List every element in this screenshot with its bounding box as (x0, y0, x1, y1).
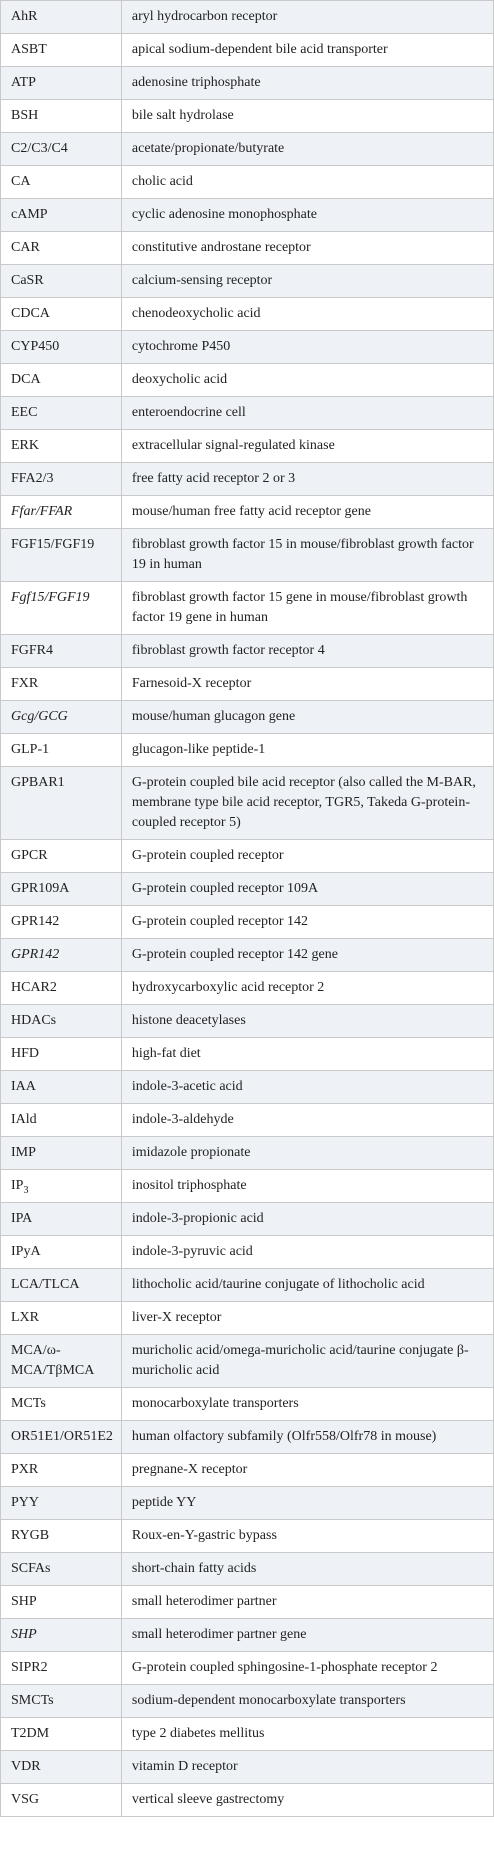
abbreviation-text: HCAR2 (11, 980, 57, 995)
definition-cell: vitamin D receptor (121, 1751, 493, 1784)
abbreviation-cell (1, 1454, 122, 1487)
definition-cell: vertical sleeve gastrectomy (121, 1784, 493, 1817)
abbreviation-cell (1, 298, 122, 331)
definition-cell: acetate/propionate/butyrate (121, 133, 493, 166)
table-row (1, 298, 494, 331)
abbreviation-cell (1, 906, 122, 939)
abbreviation-text: GPR142 (11, 947, 60, 962)
abbreviation-text: VSG (11, 1792, 40, 1807)
abbreviation-cell (1, 840, 122, 873)
abbreviation-text: ASBT (11, 42, 47, 57)
table-row (1, 1388, 494, 1421)
abbreviation-text: FGFR4 (11, 643, 54, 658)
table-row (1, 840, 494, 873)
definition-cell: Roux-en-Y-gastric bypass (121, 1520, 493, 1553)
table-row (1, 1652, 494, 1685)
definition-cell: monocarboxylate transporters (121, 1388, 493, 1421)
definition-cell: cytochrome P450 (121, 331, 493, 364)
definition-cell: indole-3-pyruvic acid (121, 1236, 493, 1269)
definition-cell: G-protein coupled receptor 142 (121, 906, 493, 939)
definition-cell: small heterodimer partner gene (121, 1619, 493, 1652)
abbreviation-text: CaSR (11, 273, 44, 288)
table-row (1, 1104, 494, 1137)
abbreviation-cell (1, 1137, 122, 1170)
table-row (1, 34, 494, 67)
abbreviation-cell (1, 701, 122, 734)
table-row (1, 972, 494, 1005)
abbreviations-body (1, 1, 494, 1817)
table-row (1, 701, 494, 734)
abbreviation-text: ATP (11, 75, 36, 90)
abbreviation-text: HDACs (11, 1013, 57, 1028)
abbreviation-text: GLP-1 (11, 742, 50, 757)
abbreviation-text: BSH (11, 108, 39, 123)
table-row (1, 1751, 494, 1784)
definition-cell: free fatty acid receptor 2 or 3 (121, 463, 493, 496)
abbreviation-cell (1, 1335, 122, 1388)
definition-cell: fibroblast growth factor 15 gene in mouse/fibroblast growth factor 19 gene in human (121, 582, 493, 635)
abbreviation-cell (1, 100, 122, 133)
abbreviation-text: MCA/ω-MCA/TβMCA (11, 1343, 95, 1378)
abbreviation-text: SCFAs (11, 1561, 51, 1576)
definition-cell: constitutive androstane receptor (121, 232, 493, 265)
table-row (1, 1454, 494, 1487)
table-row (1, 1421, 494, 1454)
abbreviation-text: OR51E1/OR51E2 (11, 1429, 113, 1444)
abbreviation-cell (1, 1421, 122, 1454)
definition-cell: glucagon-like peptide-1 (121, 734, 493, 767)
definition-cell: chenodeoxycholic acid (121, 298, 493, 331)
abbreviation-text: GPCR (11, 848, 48, 863)
definition-cell: apical sodium-dependent bile acid transporter (121, 34, 493, 67)
table-row (1, 1, 494, 34)
abbreviation-text: Fgf15/FGF19 (11, 590, 90, 605)
definition-cell: indole-3-propionic acid (121, 1203, 493, 1236)
table-row (1, 67, 494, 100)
abbreviation-cell (1, 133, 122, 166)
abbreviation-text: FXR (11, 676, 39, 691)
abbreviation-cell (1, 430, 122, 463)
definition-cell: indole-3-aldehyde (121, 1104, 493, 1137)
abbreviation-cell (1, 166, 122, 199)
abbreviation-cell (1, 1520, 122, 1553)
table-row (1, 364, 494, 397)
abbreviation-text: RYGB (11, 1528, 50, 1543)
definition-cell: short-chain fatty acids (121, 1553, 493, 1586)
definition-cell: G-protein coupled bile acid receptor (also called the M-BAR, membrane type bile acid receptor, TGR5, Takeda G-protein-coupled receptor 5) (121, 767, 493, 840)
definition-cell: G-protein coupled sphingosine-1-phosphate receptor 2 (121, 1652, 493, 1685)
definition-cell: histone deacetylases (121, 1005, 493, 1038)
abbreviation-text: CYP450 (11, 339, 60, 354)
abbreviation-text: IAld (11, 1112, 37, 1127)
abbreviation-cell (1, 529, 122, 582)
abbreviation-cell (1, 1236, 122, 1269)
abbreviation-text: GPBAR1 (11, 775, 65, 790)
abbreviation-cell (1, 582, 122, 635)
table-row (1, 1520, 494, 1553)
table-row (1, 166, 494, 199)
definition-cell: G-protein coupled receptor 109A (121, 873, 493, 906)
abbreviation-text: VDR (11, 1759, 41, 1774)
table-row (1, 767, 494, 840)
definition-cell: lithocholic acid/taurine conjugate of lithocholic acid (121, 1269, 493, 1302)
definition-cell: inositol triphosphate (121, 1170, 493, 1203)
abbreviation-text: EEC (11, 405, 38, 420)
table-row (1, 1586, 494, 1619)
definition-cell: hydroxycarboxylic acid receptor 2 (121, 972, 493, 1005)
definition-cell: mouse/human glucagon gene (121, 701, 493, 734)
table-row (1, 635, 494, 668)
table-row (1, 1718, 494, 1751)
table-row (1, 1236, 494, 1269)
abbreviation-text: IPA (11, 1211, 33, 1226)
definition-cell: Farnesoid-X receptor (121, 668, 493, 701)
abbreviation-cell (1, 397, 122, 430)
abbreviation-cell (1, 364, 122, 397)
abbreviation-cell (1, 668, 122, 701)
table-row (1, 873, 494, 906)
table-row (1, 100, 494, 133)
definition-cell: deoxycholic acid (121, 364, 493, 397)
table-row (1, 463, 494, 496)
definition-cell: fibroblast growth factor receptor 4 (121, 635, 493, 668)
abbreviation-text: HFD (11, 1046, 40, 1061)
definition-cell: G-protein coupled receptor (121, 840, 493, 873)
abbreviation-cell (1, 1487, 122, 1520)
abbreviation-cell (1, 232, 122, 265)
abbreviation-text: Gcg/GCG (11, 709, 68, 724)
abbreviation-subscript: 3 (23, 1184, 29, 1196)
abbreviation-text: MCTs (11, 1396, 46, 1411)
abbreviation-cell (1, 1170, 122, 1203)
abbreviation-text: GPR142 (11, 914, 60, 929)
table-row (1, 496, 494, 529)
abbreviation-text: C2/C3/C4 (11, 141, 68, 156)
definition-cell: enteroendocrine cell (121, 397, 493, 430)
abbreviation-cell (1, 1269, 122, 1302)
abbreviation-cell (1, 1652, 122, 1685)
abbreviation-cell (1, 1388, 122, 1421)
abbreviation-cell (1, 34, 122, 67)
table-row (1, 1071, 494, 1104)
definition-cell: cholic acid (121, 166, 493, 199)
abbreviation-cell (1, 635, 122, 668)
abbreviation-cell (1, 1553, 122, 1586)
abbreviation-text: LCA/TLCA (11, 1277, 80, 1292)
abbreviation-cell (1, 1203, 122, 1236)
abbreviation-cell (1, 265, 122, 298)
definition-cell: G-protein coupled receptor 142 gene (121, 939, 493, 972)
table-row (1, 1170, 494, 1203)
abbreviation-text: cAMP (11, 207, 48, 222)
definition-cell: adenosine triphosphate (121, 67, 493, 100)
abbreviation-text: AhR (11, 9, 38, 24)
definition-cell: human olfactory subfamily (Olfr558/Olfr78 in mouse) (121, 1421, 493, 1454)
abbreviation-cell (1, 1104, 122, 1137)
definition-cell: sodium-dependent monocarboxylate transporters (121, 1685, 493, 1718)
abbreviation-text: FGF15/FGF19 (11, 537, 95, 552)
definition-cell: imidazole propionate (121, 1137, 493, 1170)
definition-cell: pregnane-X receptor (121, 1454, 493, 1487)
table-row (1, 582, 494, 635)
abbreviation-cell (1, 199, 122, 232)
abbreviation-text: PXR (11, 1462, 39, 1477)
definition-cell: high-fat diet (121, 1038, 493, 1071)
table-row (1, 1137, 494, 1170)
definition-cell: cyclic adenosine monophosphate (121, 199, 493, 232)
definition-cell: bile salt hydrolase (121, 100, 493, 133)
abbreviation-text: GPR109A (11, 881, 70, 896)
table-row (1, 265, 494, 298)
table-row (1, 1269, 494, 1302)
definition-cell: mouse/human free fatty acid receptor gene (121, 496, 493, 529)
abbreviation-text: IMP (11, 1145, 36, 1160)
abbreviation-cell (1, 1302, 122, 1335)
table-row (1, 1784, 494, 1817)
abbreviation-cell (1, 873, 122, 906)
abbreviation-cell (1, 1005, 122, 1038)
table-row (1, 1335, 494, 1388)
table-row (1, 232, 494, 265)
definition-cell: type 2 diabetes mellitus (121, 1718, 493, 1751)
abbreviation-cell (1, 496, 122, 529)
abbreviation-text: SIPR2 (11, 1660, 48, 1675)
table-row (1, 1553, 494, 1586)
table-row (1, 529, 494, 582)
abbreviation-cell (1, 67, 122, 100)
abbreviation-text: IPyA (11, 1244, 41, 1259)
abbreviation-text: IAA (11, 1079, 36, 1094)
abbreviation-cell (1, 1685, 122, 1718)
definition-cell: calcium-sensing receptor (121, 265, 493, 298)
abbreviation-cell (1, 1751, 122, 1784)
table-row (1, 430, 494, 463)
abbreviation-text: ERK (11, 438, 39, 453)
definition-cell: small heterodimer partner (121, 1586, 493, 1619)
abbreviation-text: LXR (11, 1310, 39, 1325)
table-row (1, 199, 494, 232)
abbreviation-text: T2DM (11, 1726, 50, 1741)
abbreviation-text: Ffar/FFAR (11, 504, 73, 519)
definition-cell: aryl hydrocarbon receptor (121, 1, 493, 34)
abbreviation-cell (1, 939, 122, 972)
abbreviation-cell (1, 1, 122, 34)
abbreviation-cell (1, 1784, 122, 1817)
definition-cell: muricholic acid/omega-muricholic acid/taurine conjugate β-muricholic acid (121, 1335, 493, 1388)
table-row (1, 1487, 494, 1520)
abbreviation-text: CDCA (11, 306, 50, 321)
abbreviation-cell (1, 972, 122, 1005)
table-row (1, 397, 494, 430)
abbreviation-text: CAR (11, 240, 40, 255)
abbreviation-cell (1, 1718, 122, 1751)
abbreviation-cell (1, 1071, 122, 1104)
definition-cell: extracellular signal-regulated kinase (121, 430, 493, 463)
abbreviation-text: SMCTs (11, 1693, 54, 1708)
table-row (1, 668, 494, 701)
table-row (1, 939, 494, 972)
table-row (1, 1619, 494, 1652)
abbreviation-cell (1, 1619, 122, 1652)
table-row (1, 1038, 494, 1071)
table-row (1, 133, 494, 166)
abbreviation-text: SHP (11, 1594, 37, 1609)
table-row (1, 1685, 494, 1718)
abbreviation-text: CA (11, 174, 31, 189)
abbreviation-cell (1, 1586, 122, 1619)
abbreviation-cell (1, 1038, 122, 1071)
table-row (1, 1203, 494, 1236)
abbreviation-cell (1, 331, 122, 364)
definition-cell: liver-X receptor (121, 1302, 493, 1335)
table-row (1, 1005, 494, 1038)
definition-cell: indole-3-acetic acid (121, 1071, 493, 1104)
abbreviation-text: SHP (11, 1627, 37, 1642)
abbreviation-text: FFA2/3 (11, 471, 54, 486)
abbreviation-text: PYY (11, 1495, 40, 1510)
abbreviation-text: DCA (11, 372, 41, 387)
table-row (1, 331, 494, 364)
definition-cell: fibroblast growth factor 15 in mouse/fibroblast growth factor 19 in human (121, 529, 493, 582)
table-row (1, 1302, 494, 1335)
abbreviation-cell (1, 463, 122, 496)
abbreviation-cell (1, 734, 122, 767)
table-row (1, 906, 494, 939)
table-row (1, 734, 494, 767)
abbreviation-cell (1, 767, 122, 840)
abbreviation-text: IP (11, 1178, 24, 1193)
definition-cell: peptide YY (121, 1487, 493, 1520)
